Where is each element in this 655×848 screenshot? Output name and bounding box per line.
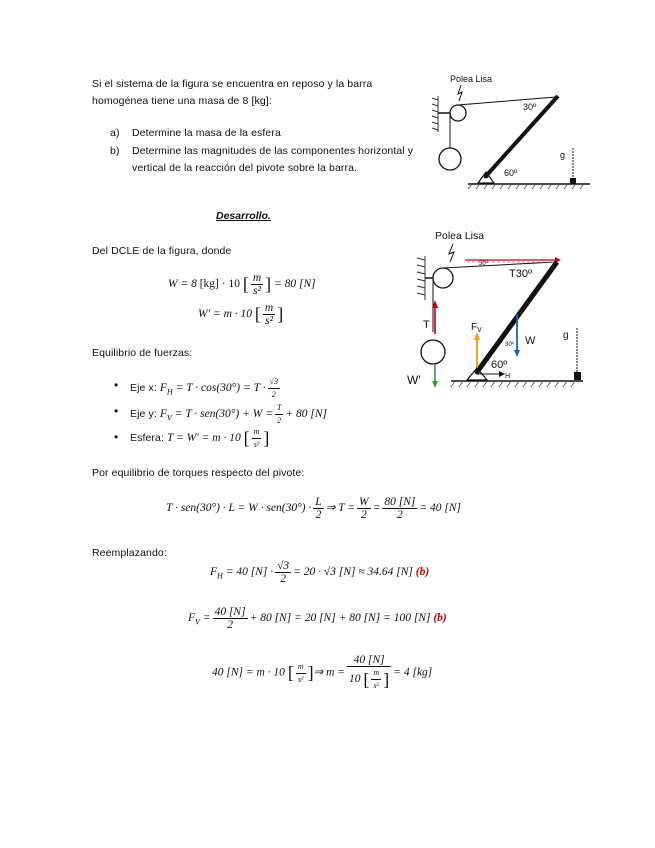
equation-esfera: Esfera: T = W′ = m · 10 [ $\frac{m}{\text{s²}}$ ] (130, 427, 270, 449)
angle-bottom: 60º (504, 168, 518, 178)
gravity-label: g (560, 150, 566, 160)
intro-text: Del DCLE de la figura, donde (92, 245, 232, 257)
equation-w-prime: W′ = m · 10 [ $\frac{m}{\text{s²}}$ ] (198, 302, 284, 327)
w-angle: 30º (505, 342, 514, 348)
equation-eje-y: Eje y: $F_V = T \cdot sen(30^\circ) + W$ = $\frac{T}{2}$ + 80 [N] (130, 403, 328, 425)
item-a-text: Determine la masa de la esfera (132, 127, 281, 139)
item-b-text-1: Determine las magnitudes de las componentes horizontal y (132, 145, 414, 157)
fv-label: $F_V$ (471, 322, 482, 334)
gravity-label-2: g (563, 330, 569, 341)
angle-top-small: 30º (479, 261, 488, 267)
replace-title: Reemplazando: (92, 547, 167, 559)
w-label: W (525, 335, 536, 347)
wall-hatch-2 (417, 256, 425, 300)
angle-top-label: T30º (509, 268, 532, 280)
answer-mark-fv: (b) (433, 612, 447, 625)
problem-line-2: homogénea tiene una masa de 8 [kg]: (92, 95, 272, 107)
fh-sub-label: H (505, 373, 511, 380)
sphere-2 (421, 340, 445, 364)
equation-fv: $F_V$ = $\frac{40 [N]}{2}$ + 80 [N] = 20 [N] + 80 [N] = 100 [N] (b) (188, 606, 447, 631)
pulley-2 (433, 268, 453, 288)
forces-title: Equilibrio de fuerzas: (92, 347, 193, 359)
tension-label: T (423, 319, 430, 331)
pulley-label-2: Polea Lisa (435, 230, 485, 242)
pulley-label: Polea Lisa (450, 74, 493, 84)
item-b-text-2: vertical de la reacción del pivote sobre la barra. (132, 162, 358, 174)
figure-1 (428, 66, 593, 192)
equation-eje-x: Eje x: $F_H = T \cdot \cos(30^\circ) = T$ · $\frac{√3}{2}$ (130, 377, 278, 399)
figure-2-free-body (405, 222, 587, 390)
answer-mark-fh: (b) (415, 566, 430, 579)
problem-line-1: Si el sistema de la figura se encuentra en reposo y la barra (92, 78, 373, 90)
torques-title: Por equilibrio de torques respecto del pivote: (92, 467, 305, 479)
angle-top: 30º (523, 102, 537, 112)
item-b-marker: b) (110, 145, 120, 157)
pulley (450, 105, 466, 121)
equation-fh: $F_H = 40$ [N] · $\frac{√3}{2}$ = 20 · √3 [N] ≈ 34.64 [N] (b) (210, 560, 430, 585)
wprime-label: W′ (407, 373, 421, 387)
angle-bottom-2: 60º (491, 359, 508, 371)
wall-hatch (432, 96, 438, 132)
item-a-marker: a) (110, 127, 120, 139)
sphere (439, 148, 461, 170)
section-heading: Desarrollo. (216, 210, 271, 222)
bar (486, 96, 558, 176)
equation-torque: T · sen(30°) · L = W · sen(30°) · $\frac{L}{2}$ ⇒ T = $\frac{W}{2}$ = $\frac{80 [N]}{2}$ = 40 [N] (166, 496, 462, 521)
equation-mass: 40 [N] = m · 10 [ $\frac{m}{\text{s²}}$ ]⇒ m = 40 [N] 10 [ $\frac{m}{\text{s²}}$ ] = 4 [kg] (212, 654, 433, 690)
equation-w: W = 8 [kg] · 10 [ $\frac{m}{\text{s²}}$ ] = 80 [N] (168, 272, 316, 297)
